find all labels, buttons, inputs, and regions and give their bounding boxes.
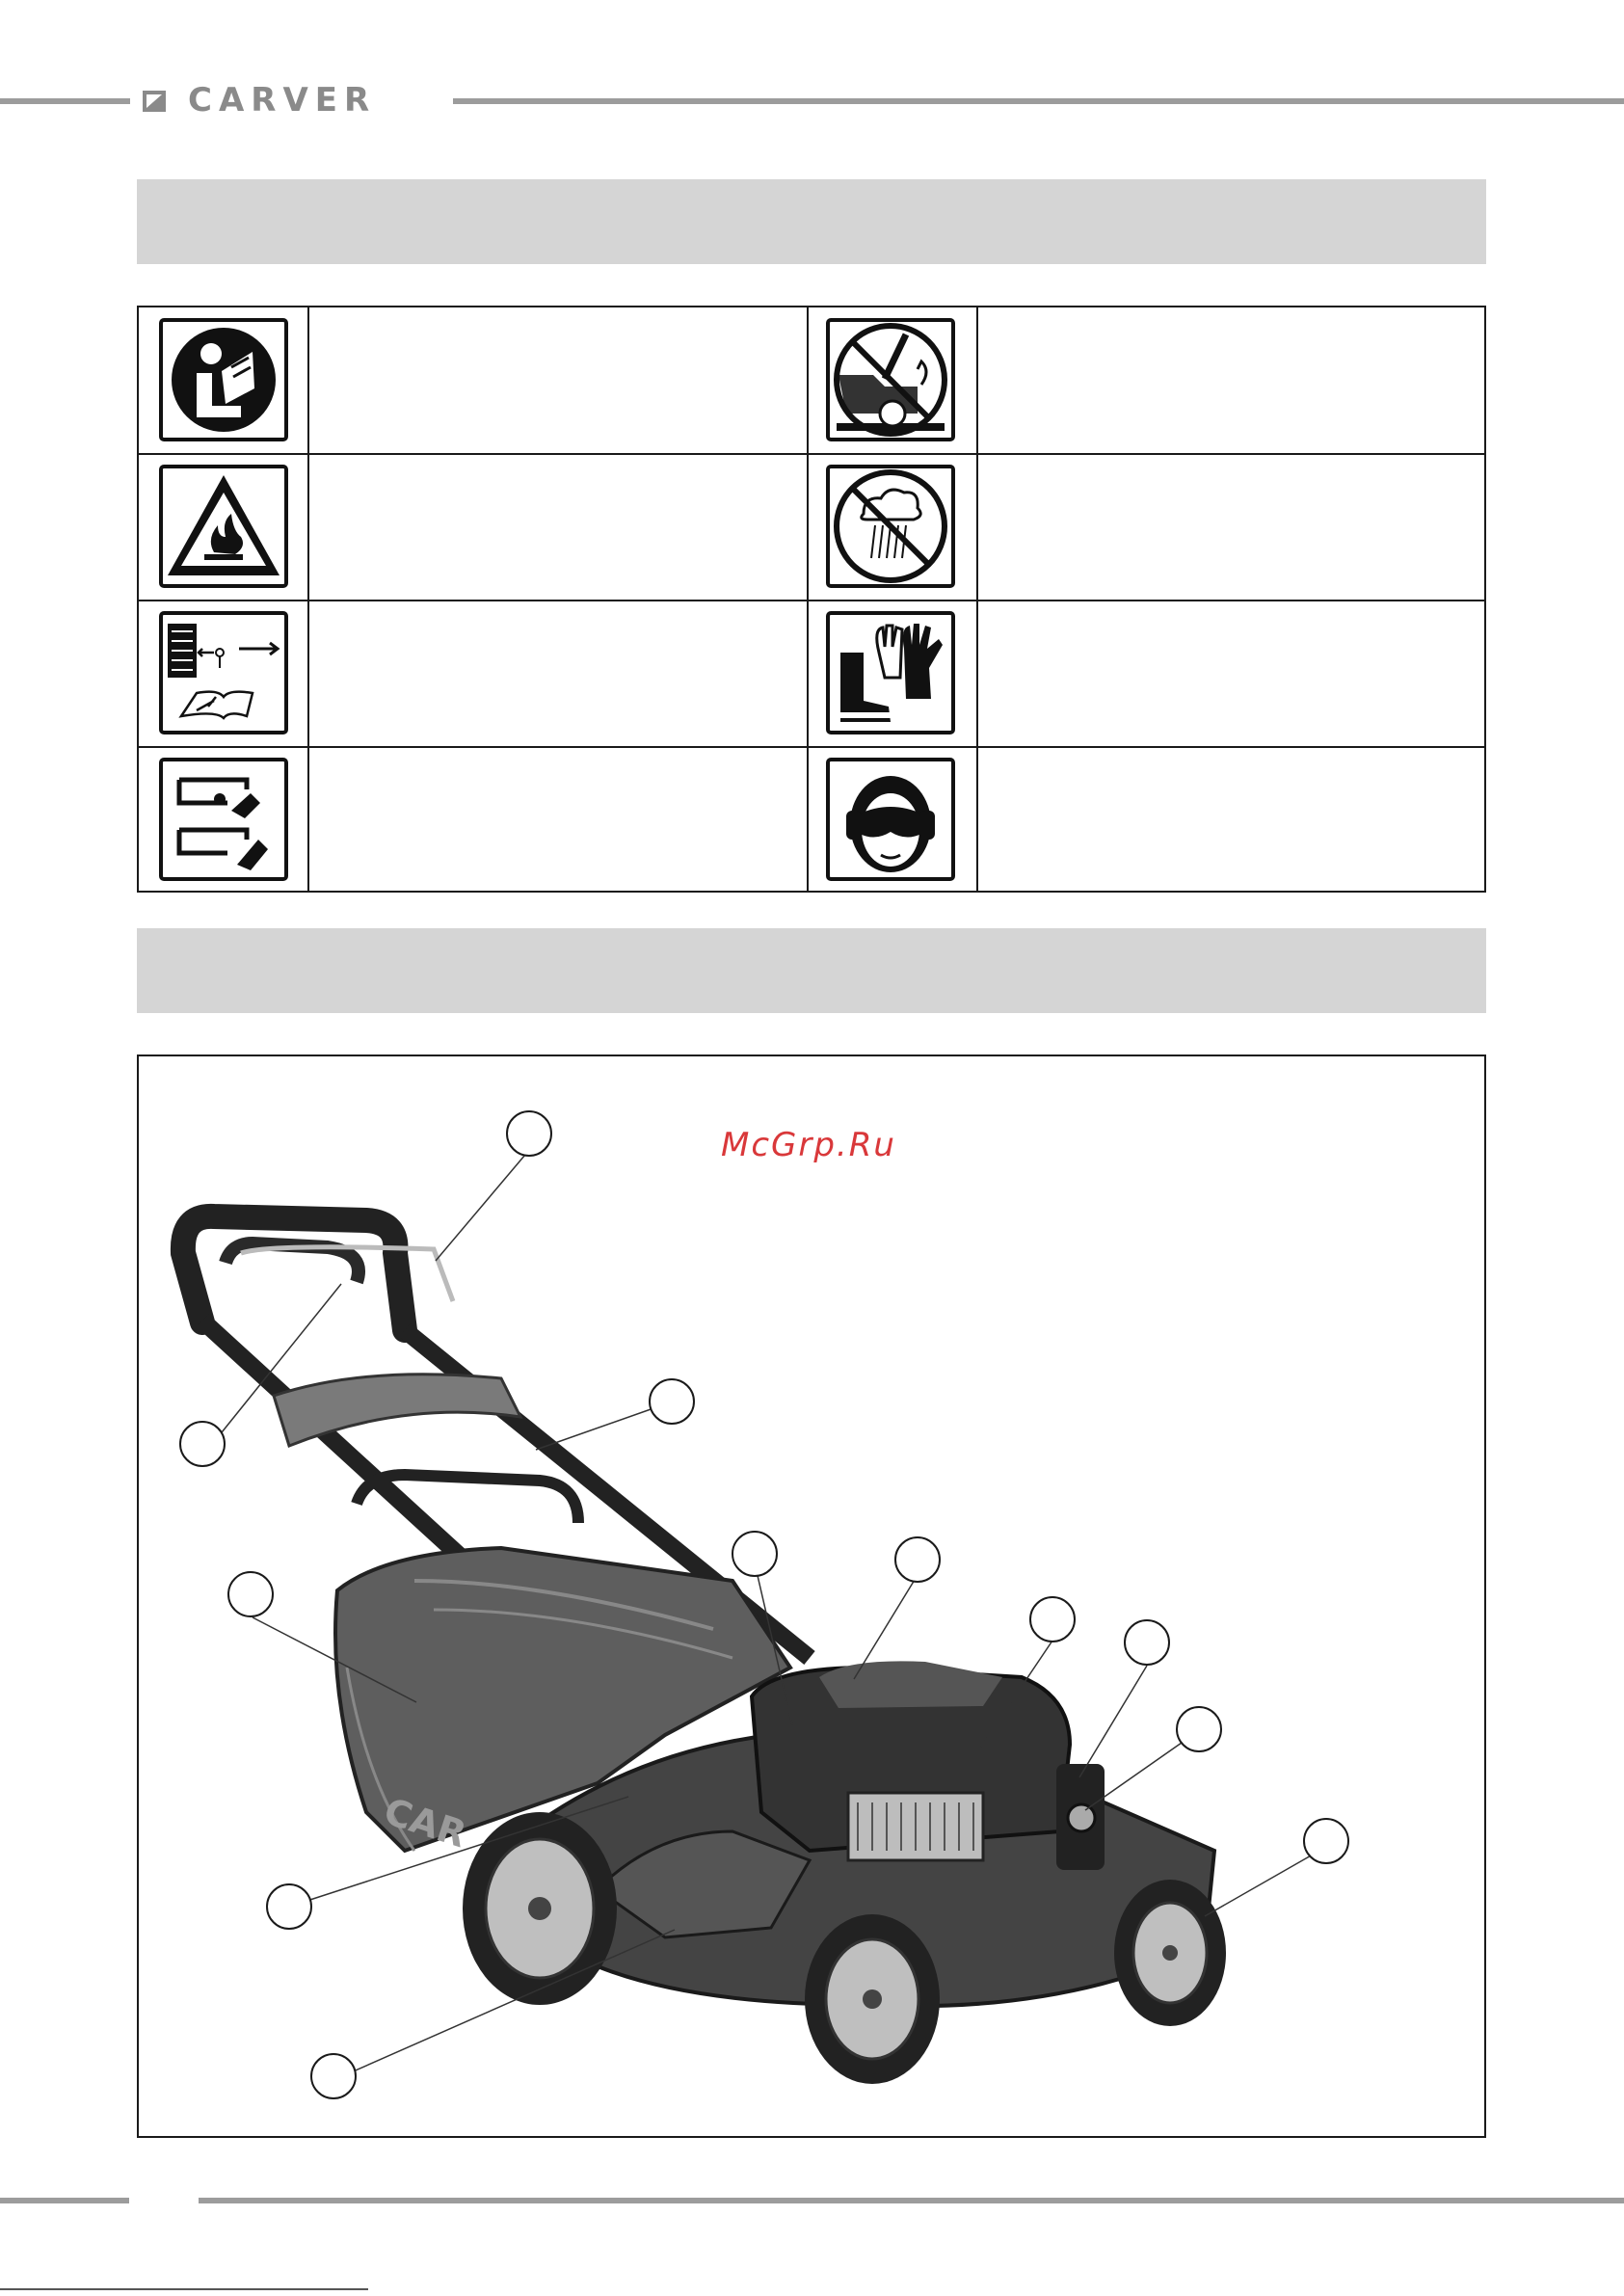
rear-left-wheel <box>463 1812 617 2005</box>
svg-text:CAR: CAR <box>379 1789 472 1856</box>
safety-symbols-table <box>137 306 1486 893</box>
lawn-mower-illustration <box>139 1056 1484 2136</box>
disconnect-spark-plug-manual-icon <box>158 610 289 735</box>
header-rule-right <box>453 98 1624 104</box>
callout-8 <box>1124 1619 1170 1666</box>
front-left-wheel <box>805 1914 940 2084</box>
footer-rule-right <box>199 2198 1624 2203</box>
section-header-band-1 <box>137 179 1486 264</box>
front-right-wheel <box>1114 1880 1226 2026</box>
callout-7 <box>1029 1596 1076 1642</box>
brand-mark-icon <box>141 87 179 125</box>
callout-1 <box>506 1110 552 1157</box>
callout-4 <box>227 1571 274 1617</box>
watermark-text: McGrp.Ru <box>721 1126 896 1164</box>
read-manual-icon <box>158 317 289 442</box>
section-header-band-2 <box>137 928 1486 1013</box>
footer-rule-left <box>0 2198 129 2203</box>
callout-2 <box>179 1421 226 1467</box>
callout-5 <box>732 1531 778 1577</box>
bottom-hairline <box>0 2288 368 2290</box>
callout-10 <box>1303 1818 1349 1864</box>
no-rain-icon <box>825 464 956 589</box>
callout-6 <box>894 1536 941 1583</box>
flammable-warning-icon <box>158 464 289 589</box>
eye-ear-protection-icon <box>825 757 956 882</box>
no-hands-under-deck-icon <box>825 317 956 442</box>
callout-12 <box>310 2053 357 2099</box>
blade-cut-hazard-icon <box>158 757 289 882</box>
callout-3 <box>649 1378 695 1425</box>
callout-11 <box>266 1883 312 1930</box>
callout-9 <box>1176 1706 1222 1752</box>
brand-name: CARVER <box>188 81 377 120</box>
header-rule-left <box>0 98 130 104</box>
boots-gloves-icon <box>825 610 956 735</box>
